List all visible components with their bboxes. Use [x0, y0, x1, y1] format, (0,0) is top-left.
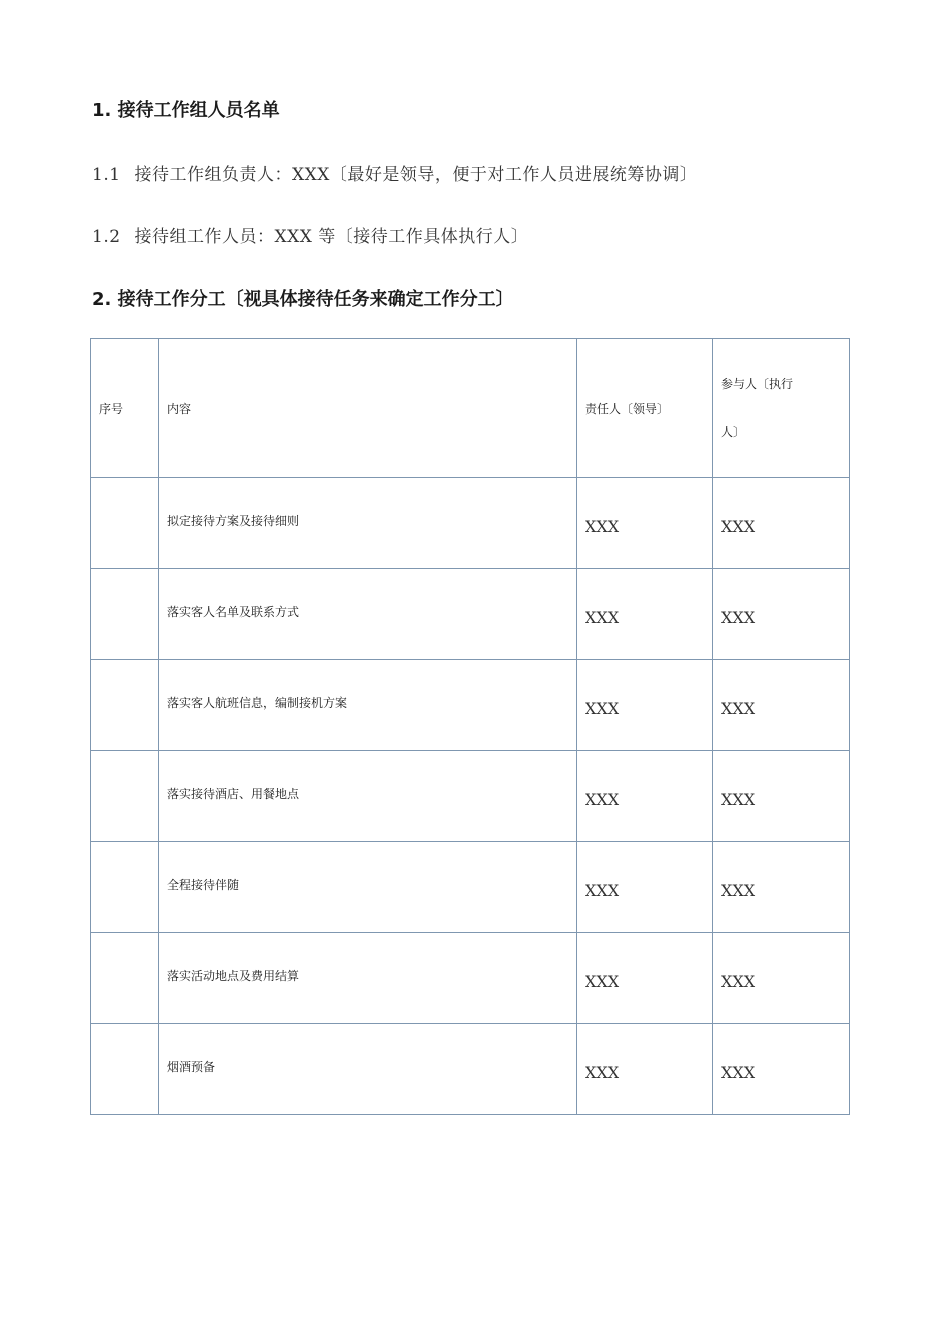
row-seq [91, 660, 159, 751]
item-1-2 [92, 222, 528, 247]
row-seq [91, 1024, 159, 1115]
header-participant [713, 339, 850, 478]
row-participant: XXX [713, 842, 850, 933]
row-content: 全程接待伴随 [159, 842, 577, 933]
table-row [91, 478, 850, 569]
table-row [91, 933, 850, 1024]
row-responsible: XXX [577, 933, 713, 1024]
row-participant: XXX [713, 478, 850, 569]
row-content: 落实活动地点及费用结算 [159, 933, 577, 1024]
row-content: 落实客人航班信息，编制接机方案 [159, 660, 577, 751]
row-responsible: XXX [577, 478, 713, 569]
item-1-1-number: 1.1 [92, 165, 121, 185]
row-responsible: XXX [577, 842, 713, 933]
row-participant: XXX [713, 751, 850, 842]
row-content: 落实接待酒店、用餐地点 [159, 751, 577, 842]
row-seq [91, 933, 159, 1024]
row-participant: XXX [713, 1024, 850, 1115]
item-1-2-number: 1.2 [92, 227, 121, 247]
table-row [91, 569, 850, 660]
row-content: 落实客人名单及联系方式 [159, 569, 577, 660]
row-responsible: XXX [577, 660, 713, 751]
row-participant: XXX [713, 933, 850, 1024]
table-row [91, 1024, 850, 1115]
table-row [91, 842, 850, 933]
table-header-row [91, 339, 850, 478]
row-content: 拟定接待方案及接待细则 [159, 478, 577, 569]
row-seq [91, 842, 159, 933]
header-content: 内容 [159, 339, 577, 478]
row-participant: XXX [713, 660, 850, 751]
assignment-table [90, 338, 850, 1115]
header-responsible: 责任人〔领导〕 [577, 339, 713, 478]
header-seq: 序号 [91, 339, 159, 478]
row-participant: XXX [713, 569, 850, 660]
header-participant-label: 参与人〔执行人〕 [721, 377, 794, 439]
item-1-1 [92, 160, 697, 185]
row-seq [91, 478, 159, 569]
row-responsible: XXX [577, 751, 713, 842]
item-1-1-text: 接待工作组负责人：XXX〔最好是领导，便于对工作人员进展统筹协调〕 [134, 165, 698, 185]
row-content: 烟酒预备 [159, 1024, 577, 1115]
section-1-heading: 1. 接待工作组人员名单 [92, 100, 280, 121]
row-responsible: XXX [577, 569, 713, 660]
row-responsible: XXX [577, 1024, 713, 1115]
table-row [91, 660, 850, 751]
table-row [91, 751, 850, 842]
item-1-2-text: 接待组工作人员：XXX 等〔接待工作具体执行人〕 [134, 227, 529, 247]
row-seq [91, 751, 159, 842]
row-seq [91, 569, 159, 660]
section-2-heading: 2. 接待工作分工〔视具体接待任务来确定工作分工〕 [92, 289, 514, 310]
